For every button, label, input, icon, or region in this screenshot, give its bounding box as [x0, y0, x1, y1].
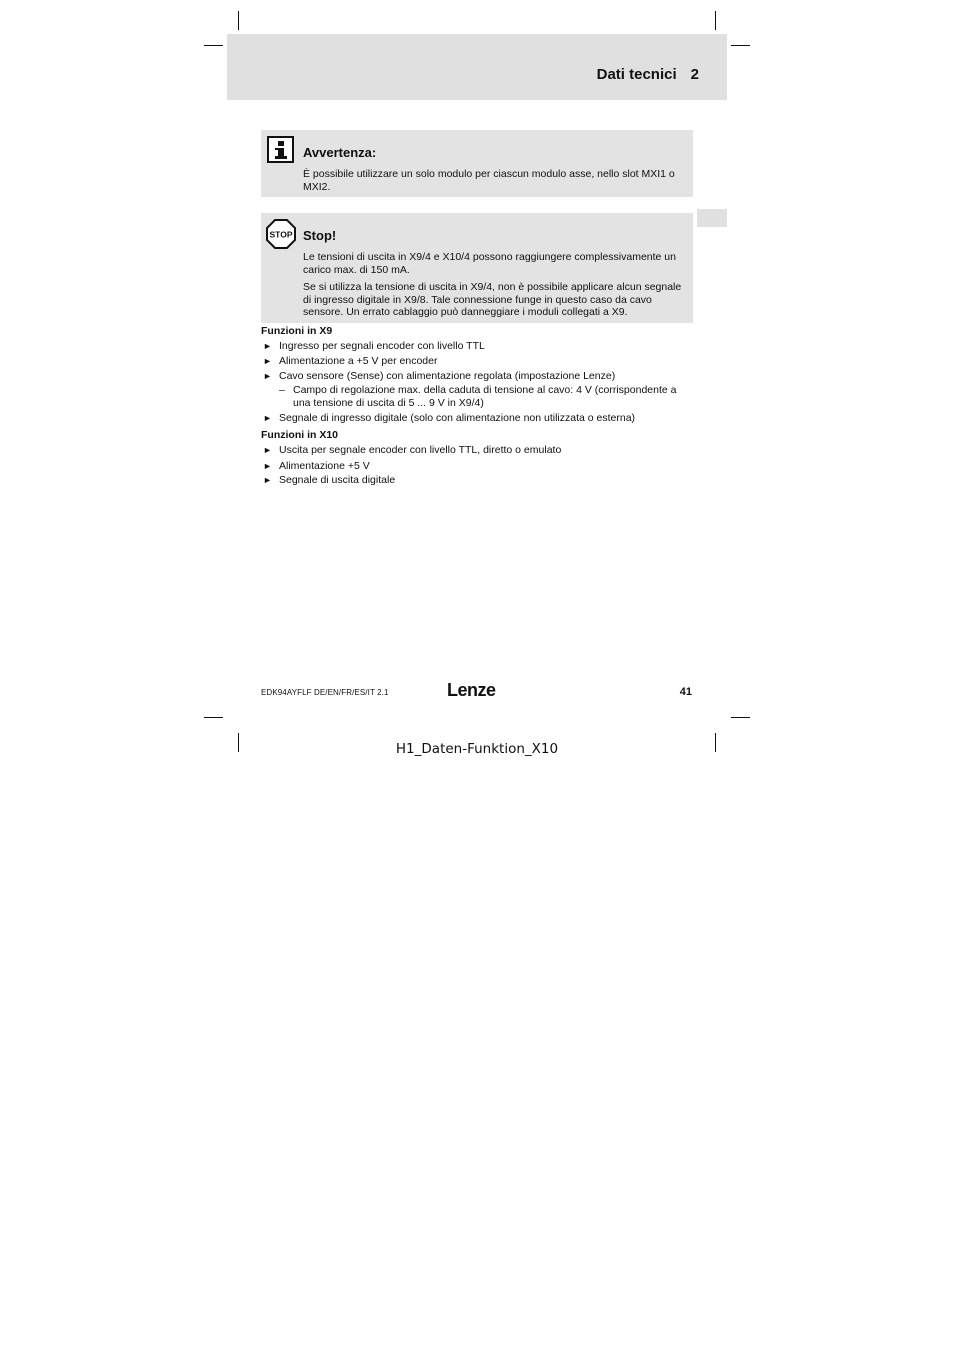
stop-paragraph-2: Se si utilizza la tensione di uscita in X9/4, non è possibile applicare alcun segnale di ingresso digitale in X9/8. Tale connessione funge in questo caso da cavo sensore. Un errato cablaggio può danneggiare i moduli collegati a X9.	[303, 281, 682, 318]
x9-heading: Funzioni in X9	[261, 325, 333, 337]
arrow-right-icon: ►	[263, 413, 272, 423]
warning-title: Avvertenza:	[303, 145, 377, 160]
warning-box	[261, 130, 693, 197]
stop-title: Stop!	[303, 228, 337, 243]
dash-icon: –	[279, 384, 285, 396]
crop-mark	[715, 11, 716, 30]
stop-sign-icon	[266, 219, 296, 249]
crop-mark	[204, 717, 223, 718]
page-number: 41	[679, 686, 692, 698]
stop-box	[261, 213, 693, 323]
arrow-right-icon: ►	[263, 356, 272, 366]
page-header	[227, 34, 727, 100]
chapter-number: 2	[690, 66, 699, 83]
lenze-logo: Lenze	[447, 680, 496, 700]
document-code: EDK94AYFLF DE/EN/FR/ES/IT 2.1	[261, 688, 389, 697]
crop-mark	[731, 717, 750, 718]
info-icon	[267, 136, 294, 163]
arrow-right-icon: ►	[263, 475, 272, 485]
section-title	[227, 66, 699, 83]
arrow-right-icon: ►	[263, 341, 272, 351]
crop-mark	[731, 45, 750, 46]
crop-mark	[204, 45, 223, 46]
arrow-right-icon: ►	[263, 445, 272, 455]
x10-heading: Funzioni in X10	[261, 429, 339, 441]
section-title-text: Dati tecnici	[596, 66, 677, 83]
warning-text: È possibile utilizzare un solo modulo per ciascun modulo asse, nello slot MXI1 o MXI2.	[303, 168, 675, 193]
arrow-right-icon: ►	[263, 461, 272, 471]
chapter-tab	[697, 209, 727, 227]
stop-sign-label: STOP	[269, 229, 293, 240]
stop-paragraph-1: Le tensioni di uscita in X9/4 e X10/4 possono raggiungere complessivamente un carico max. di 150 mA.	[303, 251, 676, 276]
arrow-right-icon: ►	[263, 371, 272, 381]
image-caption: H1_Daten-Funktion_X10	[395, 741, 559, 757]
crop-mark	[238, 11, 239, 30]
